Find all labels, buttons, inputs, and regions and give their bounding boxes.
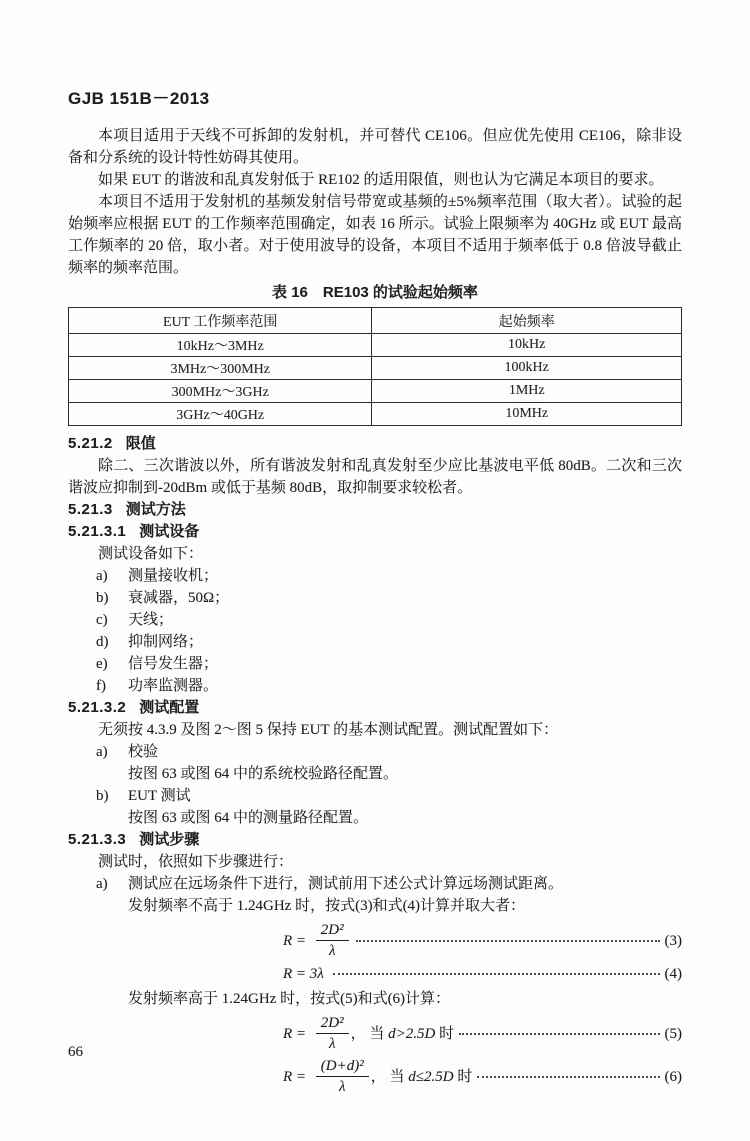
section-heading-5-21-3 bbox=[68, 499, 682, 521]
table-cell: 3GHz～40GHz bbox=[69, 403, 372, 426]
section-title: 测试步骤 bbox=[139, 831, 200, 848]
intro-paragraph-2: 如果 EUT 的谐波和乱真发射低于 RE102 的适用限值，则也认为它满足本项目的要求。 bbox=[98, 172, 664, 188]
table-cell: 300MHz～3GHz bbox=[69, 380, 372, 403]
list-title: 校验 bbox=[128, 744, 159, 760]
formula-6-expression bbox=[283, 1057, 371, 1096]
standard-number: GJB 151B－2013 bbox=[68, 89, 210, 108]
formula-4-expression bbox=[283, 964, 328, 984]
table-cell: 10kHz bbox=[372, 334, 682, 357]
fraction bbox=[316, 1057, 369, 1096]
formula-lhs: R = bbox=[283, 1025, 310, 1042]
equipment-intro: 测试设备如下： bbox=[98, 546, 204, 562]
section-number: 5.21.2 bbox=[68, 435, 113, 452]
condition-suffix: 时 bbox=[435, 1025, 455, 1042]
page-number: 66 bbox=[68, 1044, 83, 1060]
formula-number: (3) bbox=[664, 932, 682, 949]
fraction bbox=[316, 1014, 349, 1053]
section-number: 5.21.3 bbox=[68, 501, 113, 518]
table-cell: 1MHz bbox=[372, 380, 682, 403]
list-label: b) bbox=[96, 788, 109, 804]
table-header-eut-range: EUT 工作频率范围 bbox=[69, 308, 372, 334]
dotted-leader bbox=[459, 1033, 659, 1035]
section-number: 5.21.3.3 bbox=[68, 831, 127, 848]
list-label: e) bbox=[96, 656, 108, 672]
section-title: 测试方法 bbox=[125, 501, 186, 518]
step-item-a bbox=[68, 873, 682, 895]
section-number: 5.21.3.2 bbox=[68, 699, 127, 716]
limit-paragraph: 除二、三次谐波以外，所有谐波发射和乱真发射至少应比基波电平低 80dB。二次和三次谐波应抑制到-20dBm 或低于基频 80dB，取抑制要求较松者。 bbox=[68, 458, 682, 496]
list-text: 信号发生器； bbox=[128, 656, 219, 672]
section-heading-5-21-3-3 bbox=[68, 829, 682, 851]
formula-4 bbox=[68, 964, 682, 984]
section-number: 5.21.3.1 bbox=[68, 523, 127, 540]
formula-condition bbox=[351, 1024, 455, 1044]
fraction-numerator: (D+d)² bbox=[316, 1057, 369, 1077]
section-title: 限值 bbox=[125, 435, 156, 452]
equipment-item-d bbox=[68, 631, 682, 653]
steps-intro: 测试时，依照如下步骤进行： bbox=[98, 854, 294, 870]
table-16 bbox=[68, 307, 682, 426]
list-text: 天线； bbox=[128, 612, 174, 628]
fraction-denominator: λ bbox=[328, 1036, 336, 1052]
fraction bbox=[316, 921, 349, 960]
condition-suffix: 时 bbox=[453, 1068, 473, 1085]
condition-expression: d>2.5D bbox=[388, 1025, 436, 1042]
formula-5-expression bbox=[283, 1014, 351, 1053]
config-item-b bbox=[68, 785, 682, 807]
equipment-item-f bbox=[68, 675, 682, 697]
formula-number: (4) bbox=[664, 966, 682, 982]
formula-number: (5) bbox=[664, 1025, 682, 1042]
list-label: a) bbox=[96, 744, 108, 760]
config-item-a-detail: 按图 63 或图 64 中的系统校验路径配置。 bbox=[128, 766, 399, 782]
fraction-denominator: λ bbox=[339, 1079, 346, 1095]
condition-prefix: ， 当 bbox=[370, 1068, 409, 1085]
list-label: f) bbox=[96, 678, 106, 694]
table-cell: 10kHz～3MHz bbox=[69, 334, 372, 357]
condition-high-frequency: 发射频率高于 1.24GHz 时，按式(5)和式(6)计算： bbox=[128, 991, 451, 1007]
table-cell: 3MHz～300MHz bbox=[69, 357, 372, 380]
list-label: d) bbox=[96, 634, 109, 650]
list-label: a) bbox=[96, 568, 108, 584]
list-text: 功率监测器。 bbox=[128, 678, 219, 694]
table-row bbox=[69, 334, 682, 357]
config-intro: 无须按 4.3.9 及图 2～图 5 保持 EUT 的基本测试配置。测试配置如下： bbox=[98, 722, 559, 738]
page-content bbox=[68, 84, 682, 1100]
list-label: b) bbox=[96, 590, 109, 606]
section-title: 测试配置 bbox=[139, 699, 200, 716]
formula-lhs: R = bbox=[283, 1068, 310, 1085]
intro-paragraph-3: 本项目不适用于发射机的基频发射信号带宽或基频的±5%频率范围（取大者）。试验的起始频率应根据 EUT 的工作频率范围确定，如表 16 所示。试验上限频率为 40GHz 或 EUT 最高工作频率的 20 倍，取小者。对于使用波导的设备，本项目不适用于频率低于 0.8 倍波导截止频率的频率范围。 bbox=[68, 194, 682, 276]
section-heading-5-21-3-1 bbox=[68, 521, 682, 543]
section-heading-5-21-2 bbox=[68, 433, 682, 455]
config-item-b-detail: 按图 63 或图 64 中的测量路径配置。 bbox=[128, 810, 369, 826]
fraction-denominator: λ bbox=[328, 943, 336, 959]
condition-low-frequency: 发射频率不高于 1.24GHz 时，按式(3)和式(4)计算并取大者： bbox=[128, 898, 526, 914]
table-row bbox=[69, 403, 682, 426]
list-text: 测量接收机； bbox=[128, 568, 219, 584]
list-label: a) bbox=[96, 876, 108, 892]
formula-expression: R = 3λ bbox=[283, 966, 324, 982]
list-text: 衰减器，50Ω； bbox=[128, 590, 230, 606]
dotted-leader bbox=[356, 940, 660, 942]
list-title: EUT 测试 bbox=[128, 788, 191, 804]
table-cell: 100kHz bbox=[372, 357, 682, 380]
dotted-leader bbox=[477, 1076, 659, 1078]
formula-6 bbox=[68, 1057, 682, 1096]
formula-3 bbox=[68, 921, 682, 960]
table-16-caption: 表 16 RE103 的试验起始频率 bbox=[272, 284, 478, 301]
dotted-leader bbox=[333, 973, 660, 975]
fraction-numerator: 2D² bbox=[316, 1014, 349, 1034]
formula-number: (6) bbox=[664, 1068, 682, 1085]
table-header-row bbox=[69, 308, 682, 334]
formula-lhs: R = bbox=[283, 932, 310, 949]
table-row bbox=[69, 380, 682, 403]
list-label: c) bbox=[96, 612, 108, 628]
section-heading-5-21-3-2 bbox=[68, 697, 682, 719]
list-text: 抑制网络； bbox=[128, 634, 204, 650]
config-item-a bbox=[68, 741, 682, 763]
equipment-item-c bbox=[68, 609, 682, 631]
equipment-item-e bbox=[68, 653, 682, 675]
formula-condition bbox=[371, 1067, 473, 1087]
table-header-start-freq: 起始频率 bbox=[372, 308, 682, 334]
equipment-item-b bbox=[68, 587, 682, 609]
condition-prefix: ， 当 bbox=[350, 1025, 389, 1042]
table-row bbox=[69, 357, 682, 380]
table-cell: 10MHz bbox=[372, 403, 682, 426]
intro-paragraph-1: 本项目适用于天线不可拆卸的发射机，并可替代 CE106。但应优先使用 CE106，除非设备和分系统的设计特性妨碍其使用。 bbox=[68, 128, 682, 166]
condition-expression: d≤2.5D bbox=[408, 1068, 454, 1085]
formula-5 bbox=[68, 1014, 682, 1053]
formula-3-expression bbox=[283, 921, 351, 960]
list-text: 测试应在远场条件下进行，测试前用下述公式计算远场测试距离。 bbox=[128, 876, 564, 892]
equipment-item-a bbox=[68, 565, 682, 587]
fraction-numerator: 2D² bbox=[316, 921, 349, 941]
section-title: 测试设备 bbox=[139, 523, 200, 540]
